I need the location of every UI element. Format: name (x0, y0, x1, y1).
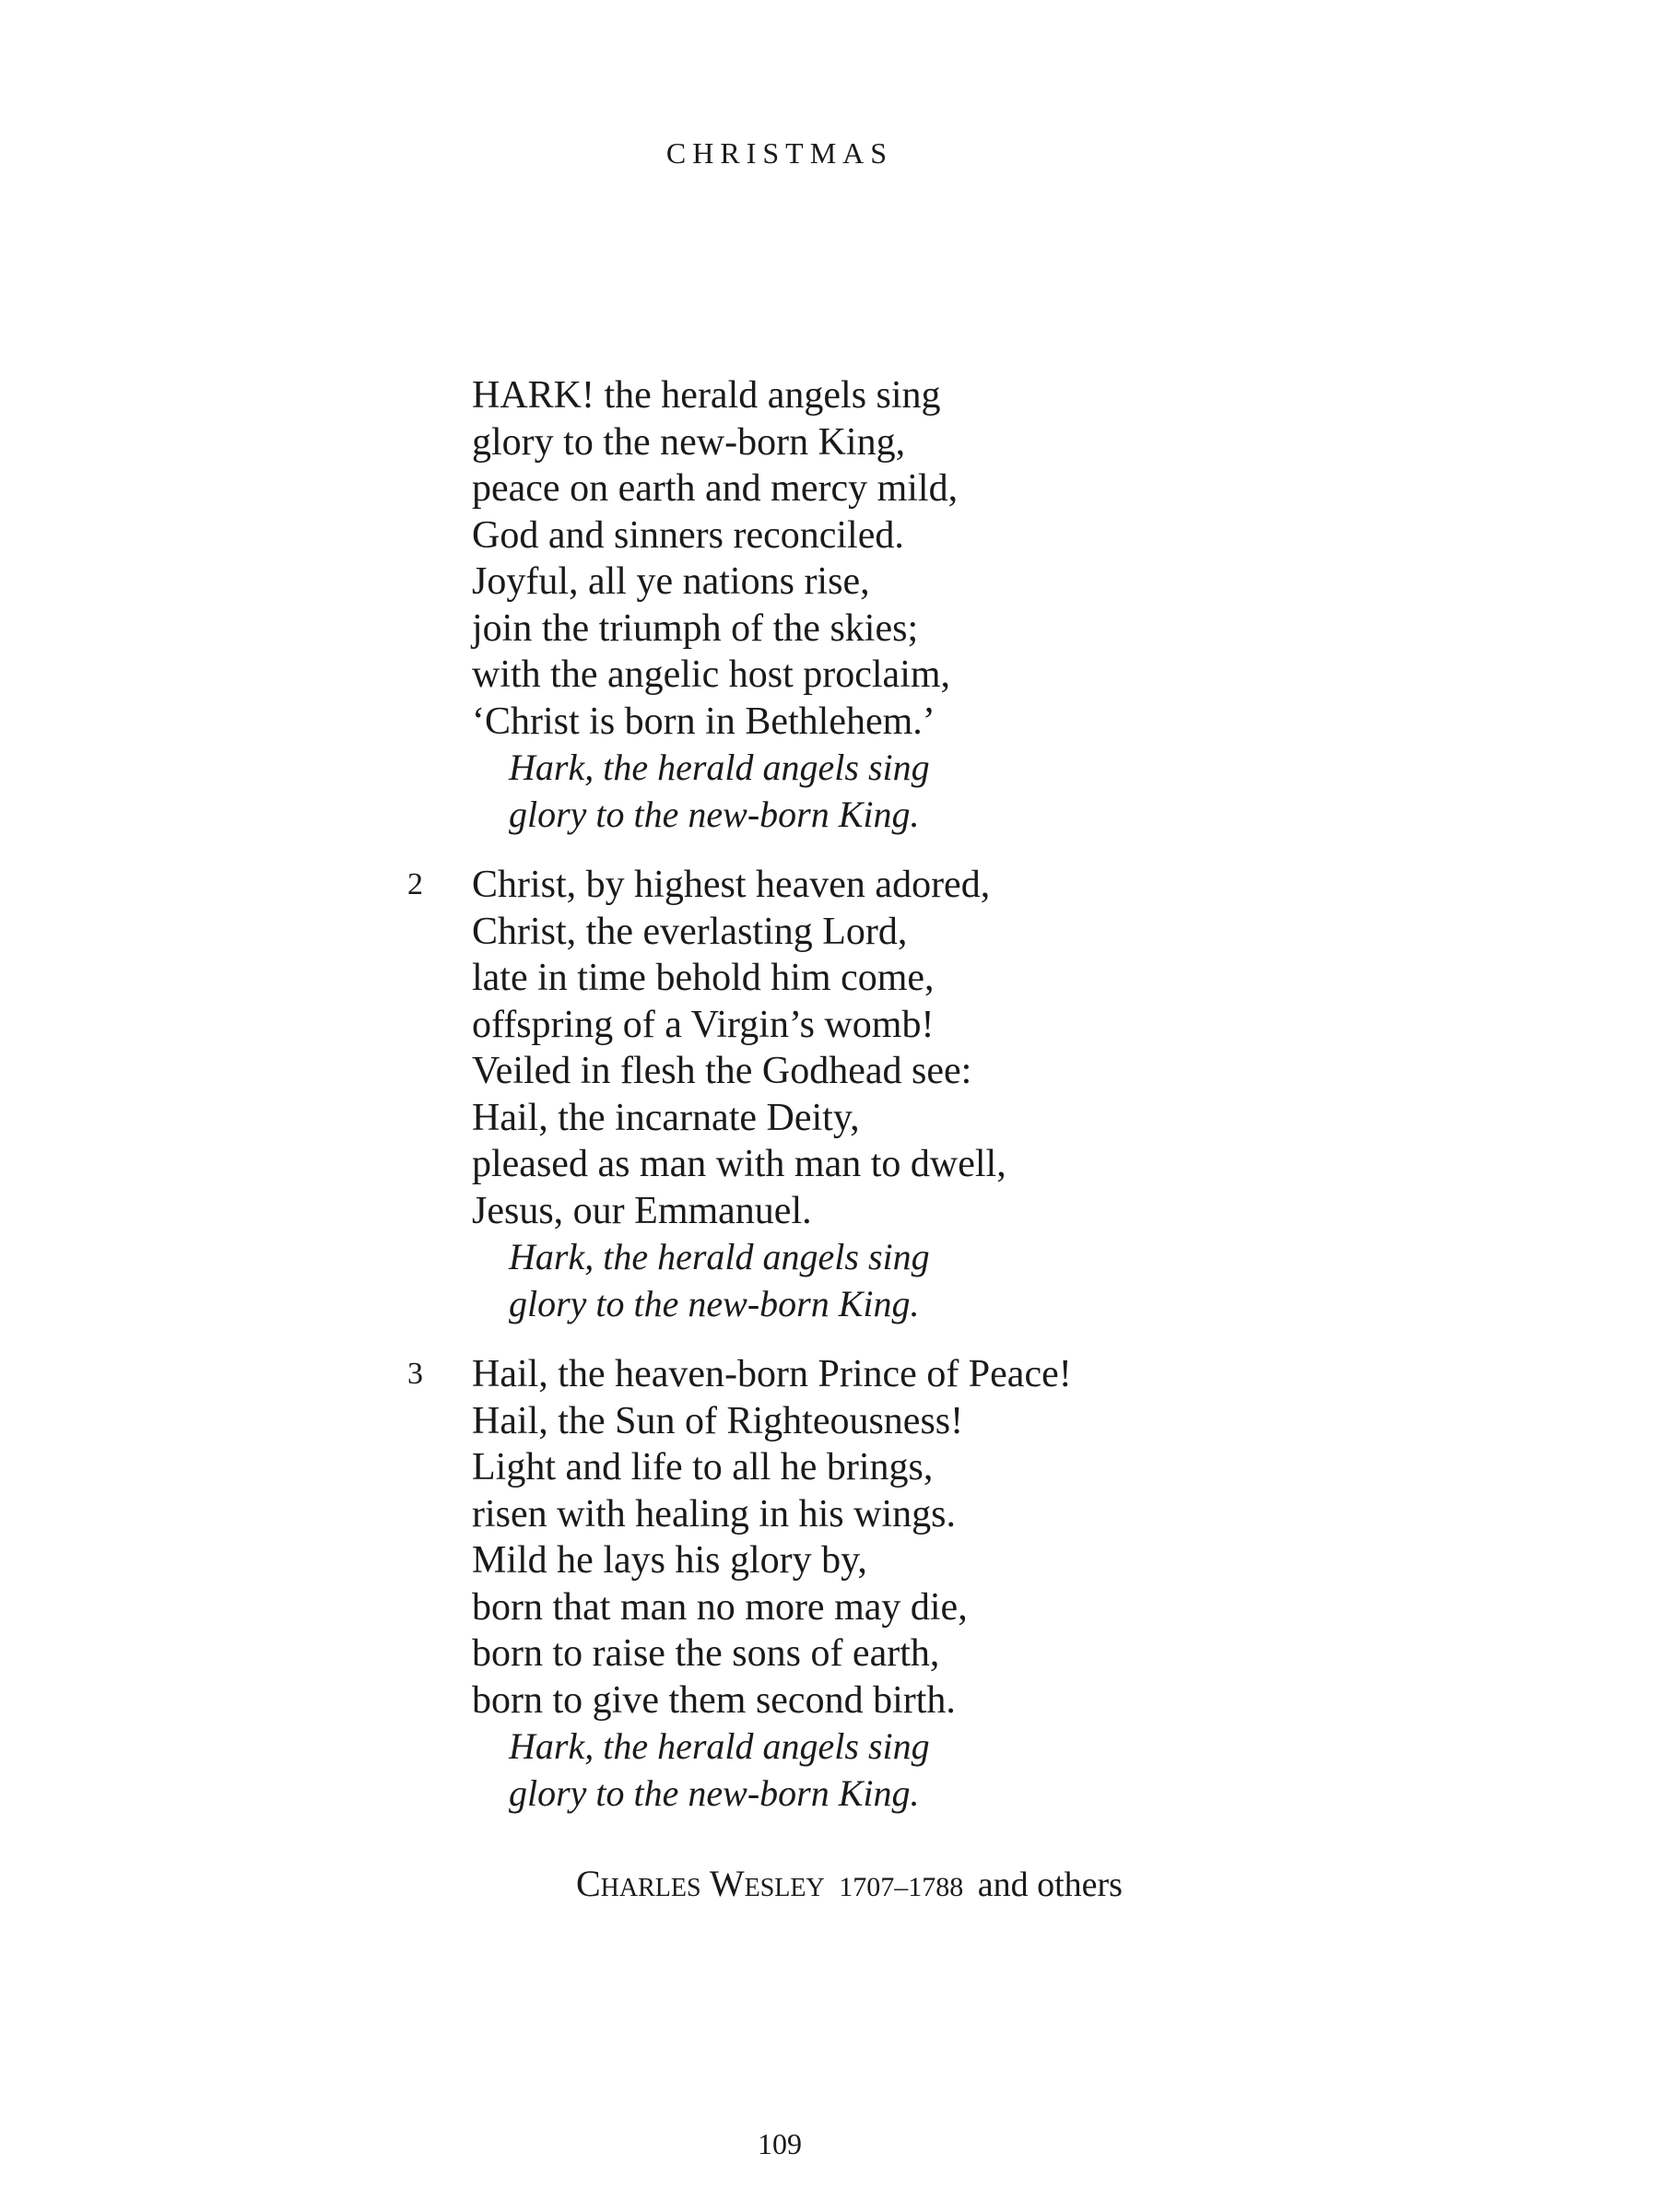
verse-line: born that man no more may die, (472, 1585, 968, 1629)
verse-line: join the triumph of the skies; (472, 606, 919, 650)
attribution (576, 1862, 1123, 1905)
verse-line: Christ, by highest heaven adored, (472, 864, 991, 906)
verse-line: Christ, the everlasting Lord, (472, 910, 908, 953)
verse-line: glory to the new-born King, (472, 420, 906, 464)
verse-line: Jesus, our Emmanuel. (472, 1189, 812, 1232)
verse-line: God and sinners reconciled. (472, 513, 904, 557)
author-dates: 1707–1788 (839, 1872, 964, 1902)
verse-2 (0, 862, 1659, 1327)
verse-line: with the angelic host proclaim, (472, 653, 951, 696)
refrain-line: Hark, the herald angels sing (509, 1236, 930, 1277)
verse-line: Light and life to all he brings, (472, 1446, 934, 1488)
verse-line: pleased as man with man to dwell, (472, 1143, 1006, 1185)
refrain-line: glory to the new-born King. (509, 1771, 920, 1814)
author-name: Charles Wesley (576, 1863, 825, 1904)
verse-line: HARK! the herald angels sing (472, 374, 941, 417)
hymn-text (0, 372, 1659, 1841)
refrain-line: glory to the new-born King. (509, 1282, 920, 1324)
verse-1 (0, 372, 1659, 838)
verse-line: late in time behold him come, (472, 957, 935, 999)
refrain-line: Hark, the herald angels sing (509, 1725, 930, 1767)
verse-line: Hail, the Sun of Righteousness! (472, 1399, 964, 1442)
verse-number: 2 (407, 867, 423, 901)
verse-line: ‘Christ is born in Bethlehem.’ (472, 700, 935, 743)
verse-line: born to give them second birth. (472, 1678, 956, 1722)
page-number: 109 (758, 2127, 802, 2160)
verse-line: risen with healing in his wings. (472, 1492, 956, 1535)
refrain-line: glory to the new-born King. (509, 793, 920, 835)
verse-number: 3 (407, 1357, 423, 1391)
refrain-line: Hark, the herald angels sing (509, 747, 930, 788)
verse-line: Hail, the heaven-born Prince of Peace! (472, 1353, 1072, 1395)
verse-line: born to raise the sons of earth, (472, 1632, 940, 1675)
verse-line: Veiled in flesh the Godhead see: (472, 1050, 972, 1092)
attribution-extra: and others (977, 1865, 1123, 1904)
verse-3 (0, 1351, 1659, 1817)
verse-line: peace on earth and mercy mild, (472, 467, 959, 510)
verse-line: Joyful, all ye nations rise, (472, 560, 870, 603)
verse-line: offspring of a Virgin’s womb! (472, 1003, 935, 1046)
verse-line: Mild he lays his glory by, (472, 1539, 867, 1582)
running-head: CHRISTMAS (665, 136, 894, 170)
verse-line: Hail, the incarnate Deity, (472, 1096, 860, 1139)
